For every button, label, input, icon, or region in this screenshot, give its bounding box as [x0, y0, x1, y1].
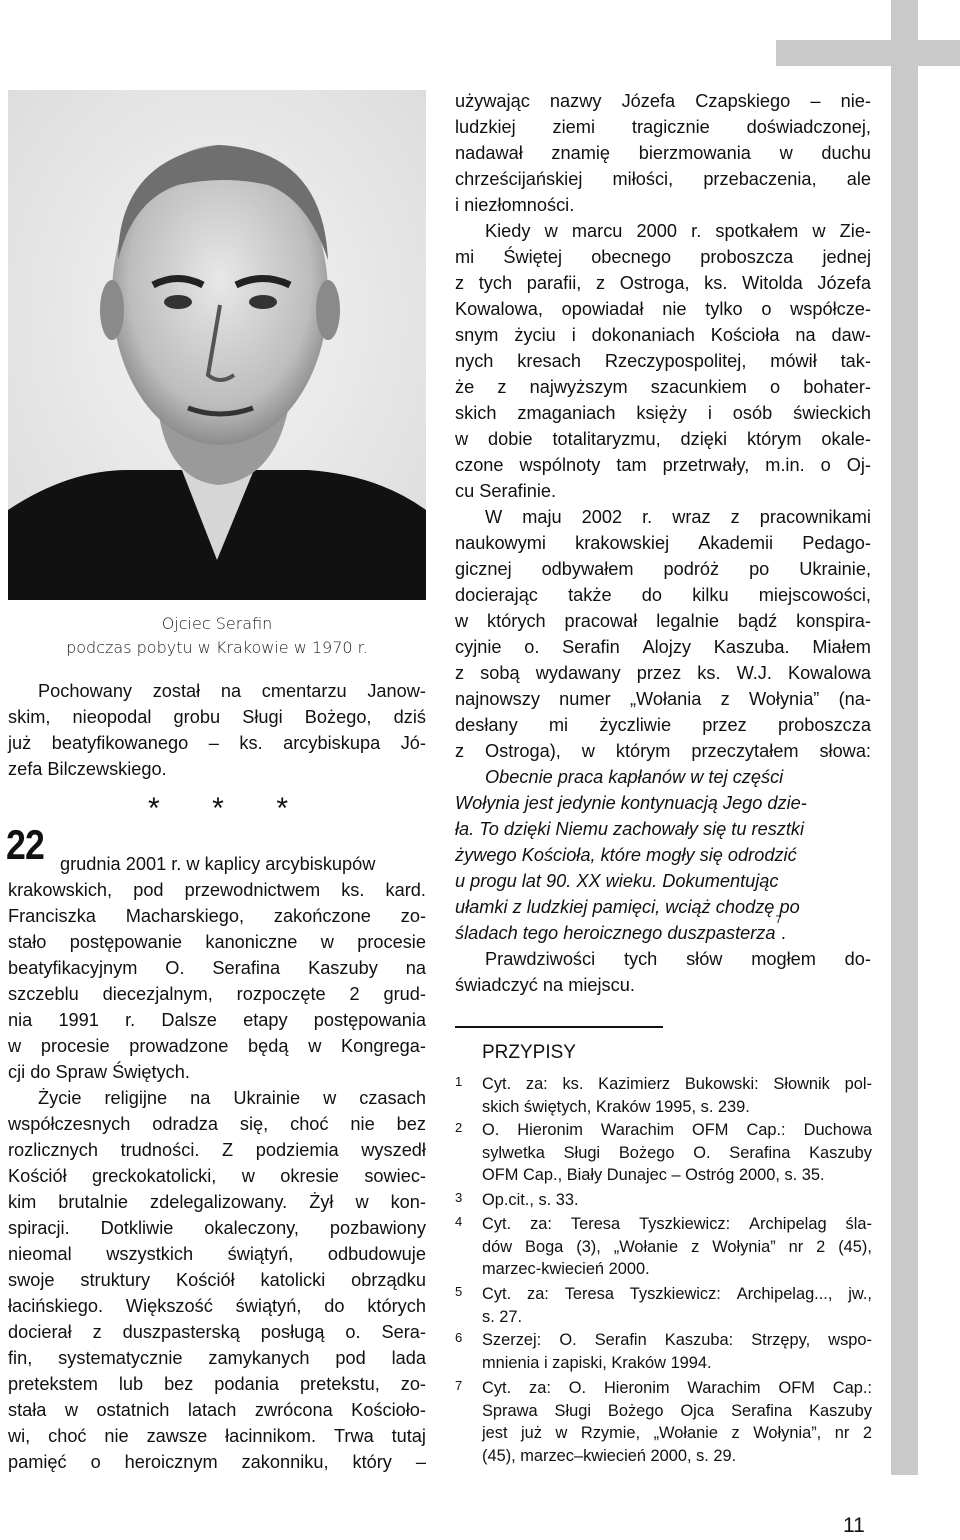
- footnote-line: jest już w Rzymie, „Wołanie z Wołynia”, nr 2: [482, 1424, 872, 1442]
- text-line: Prawdziwości tych słów mogłem do-: [485, 949, 871, 969]
- text-line: nadawał znamię bierzmowania w duchu: [455, 143, 871, 163]
- footnote-6: [482, 1329, 872, 1374]
- cross-vertical-bar: [891, 0, 918, 1475]
- cross-horizontal-bar: [776, 40, 960, 66]
- footnote-line: dów Boga (3), „Wołanie z Wołynia” nr 2 (45),: [482, 1237, 872, 1256]
- right-paragraph-2: [455, 218, 871, 504]
- right-paragraph-3: [455, 504, 871, 764]
- quote-line: śladach tego heroicznego duszpasterza 7 .: [455, 920, 871, 946]
- footnote-line: Cyt. za: ks. Kazimierz Bukowski: Słownik pol-: [482, 1075, 872, 1093]
- quote-line: Obecnie praca kapłanów w tej części: [485, 767, 784, 787]
- text-line: nieomal wszystkich świątyń, odbudowuje: [8, 1244, 426, 1264]
- text-line: z tych parafii, z Ostroga, ks. Witolda Józefa: [455, 273, 871, 293]
- text-line: stało postępowanie kanoniczne w procesie: [8, 932, 426, 952]
- footnote-number: 2: [455, 1120, 463, 1135]
- text-line: pretekstem lub bez podania pretekstu, zo-: [8, 1374, 426, 1394]
- footnote-line: (45), marzec–kwiecień 2000, s. 29.: [482, 1446, 737, 1465]
- quote-line: Wołynia jest jedynie kontynuacją Jego dzie-: [455, 793, 807, 813]
- footnote-number: 5: [455, 1284, 463, 1299]
- portrait-photo: [8, 90, 426, 600]
- text-line: docierając także do kilku miejscowości,: [455, 585, 871, 605]
- text-line: w dobie totalitaryzmu, dzięki którym okale-: [455, 429, 871, 449]
- footnote-line: Cyt. za: Teresa Tyszkiewicz: Archipelag..., jw.,: [482, 1285, 872, 1303]
- footnote-line: s. 27.: [482, 1307, 523, 1326]
- footnote-line: Szerzej: O. Serafin Kaszuba: Strzępy, wspo-: [482, 1331, 872, 1349]
- text-line: szczeblu diecezjalnym, rozpoczęte 2 grud-: [8, 984, 426, 1004]
- text-line: krakowskich, pod przewodnictwem ks. kard.: [8, 880, 426, 900]
- text-line: skim, nieopodal grobu Sługi Bożego, dziś: [8, 707, 426, 727]
- footnotes-title: PRZYPISY: [482, 1042, 576, 1063]
- text-line: W maju 2002 r. wraz z pracownikami: [485, 507, 871, 527]
- footnote-line: sylwetka Sługi Bożego O. Serafina Kaszuby: [482, 1143, 872, 1162]
- left-paragraph-1: [8, 678, 426, 782]
- footnote-4: [482, 1213, 872, 1281]
- footnote-5: [482, 1283, 872, 1328]
- text-line: mi Świętej obecnego proboszcza jednej: [455, 247, 871, 267]
- text-line: skich zmaganiach księży i osób świeckich: [455, 403, 871, 423]
- text-line: najnowszy numer „Wołania z Wołynia” (na-: [455, 689, 871, 709]
- star: *: [212, 792, 224, 825]
- footnote-line: Op.cit., s. 33.: [482, 1191, 579, 1209]
- text-line: fin, systematycznie zamykanych pod lada: [8, 1348, 426, 1368]
- footnote-number: 3: [455, 1190, 463, 1205]
- text-line: i niezłomności.: [455, 195, 575, 215]
- footnote-7: [482, 1377, 872, 1467]
- star: *: [276, 792, 288, 825]
- footnote-number: 4: [455, 1214, 463, 1229]
- footnote-line: marzec-kwiecień 2000.: [482, 1260, 650, 1278]
- text-line: świadczyć na miejscu.: [455, 975, 635, 995]
- text-line: zefa Bilczewskiego.: [8, 759, 167, 779]
- text-line: wi, choć nie zawsze łacinnikom. Trwa tutaj: [8, 1426, 426, 1446]
- caption-line: podczas pobytu w Krakowie w 1970 r.: [66, 638, 368, 657]
- text-line: Franciszka Macharskiego, zakończone zo-: [8, 906, 426, 926]
- left-paragraph-2: [8, 877, 426, 1085]
- footnote-line: O. Hieronim Warachim OFM Cap.: Duchowa: [482, 1121, 872, 1139]
- star: *: [148, 792, 160, 825]
- photo-caption: [8, 612, 426, 660]
- text-line: spiracji. Dotkliwie okaleczony, pozbawiony: [8, 1218, 426, 1238]
- text-line: Kowalowa, opowiadał nie tylko o współcze-: [455, 299, 871, 319]
- text-line: grudnia 2001 r. w kaplicy arcybiskupów: [60, 854, 376, 874]
- text-line: cu Serafinie.: [455, 481, 557, 501]
- text-line: nia 1991 r. Dalsze etapy postępowania: [8, 1010, 426, 1030]
- left-paragraph-3: [8, 1085, 426, 1475]
- page-number: 11: [843, 1514, 865, 1537]
- footnote-number: 1: [455, 1074, 463, 1089]
- text-line: chrześcijańskiej miłości, przebaczenia, ale: [455, 169, 871, 189]
- text-line: naukowymi krakowskiej Akademii Pedago-: [455, 533, 871, 553]
- footnote-rule: [455, 1026, 663, 1028]
- text-line: swoje struktury Kościół katolicki obrządku: [8, 1270, 426, 1290]
- text-line: desłany mi życzliwie przez proboszcza: [455, 715, 871, 735]
- footnote-line: Sprawa Sługi Bożego Ojca Serafina Kaszuby: [482, 1401, 872, 1420]
- footnote-number: 6: [455, 1330, 463, 1345]
- text-line: już beatyfikowanego – ks. arcybiskupa Jó-: [8, 733, 426, 753]
- footnote-number: 7: [455, 1378, 463, 1393]
- text-line: beatyfikacyjnym O. Serafina Kaszuby na: [8, 958, 426, 978]
- text-line: snym życiu i dokonaniach Kościoła na daw-: [455, 325, 871, 345]
- footnote-line: mnienia i zapiski, Kraków 1994.: [482, 1353, 712, 1372]
- right-paragraph-1: [455, 88, 871, 218]
- text-line: współczesnych odradza się, choć nie bez: [8, 1114, 426, 1134]
- text-line: z Ostroga), w którym przeczytałem słowa:: [455, 741, 871, 761]
- quote-line: żywego Kościoła, które mogły się odrodzić: [455, 845, 797, 865]
- drop-number: 22: [6, 821, 45, 868]
- quote-line: ła. To dzięki Niemu zachowały się tu resztki: [455, 819, 805, 839]
- footnote-line: Cyt. za: Teresa Tyszkiewicz: Archipelag śla-: [482, 1215, 872, 1233]
- text-line: pamięć o heroicznym zakonniku, który –: [8, 1452, 426, 1472]
- text-line: cyjnie o. Serafin Alojzy Kaszuba. Miałem: [455, 637, 871, 657]
- footnote-line: Cyt. za: O. Hieronim Warachim OFM Cap.:: [482, 1379, 872, 1397]
- right-paragraph-4: [455, 946, 871, 998]
- footnote-ref: 7: [775, 914, 782, 926]
- text-line: czone wspólnoty tam przetrwały, m.in. o Oj-: [455, 455, 871, 475]
- quote-block: [455, 764, 871, 946]
- text-line: używając nazwy Józefa Czapskiego – nie-: [455, 91, 871, 111]
- text-line: docierał z duszpasterską posługą o. Sera-: [8, 1322, 426, 1342]
- footnote-3: [482, 1189, 872, 1212]
- text-line: w procesie prowadzone będą w Kongrega-: [8, 1036, 426, 1056]
- text-line: Kościół greckokatolicki, w okresie sowiec-: [8, 1166, 426, 1186]
- text-line: ludzkiej ziemi tragicznie doświadczonej,: [455, 117, 871, 137]
- text-line: stała w ostatnich latach zwrócona Kościoło-: [8, 1400, 426, 1420]
- text-line: rozlicznych trudności. Z podziemia wyszedł: [8, 1140, 426, 1160]
- text-line: cji do Spraw Świętych.: [8, 1062, 190, 1082]
- text-line: łacińskiego. Większość świątyń, do których: [8, 1296, 426, 1316]
- text-line: że z najwyższym szacunkiem o bohater-: [455, 377, 871, 397]
- text-line: Pochowany został na cmentarzu Janow-: [38, 681, 426, 701]
- footnote-2: [482, 1119, 872, 1187]
- footnote-line: OFM Cap., Biały Dunajec – Ostróg 2000, s. 35.: [482, 1166, 825, 1184]
- footnote-1: [482, 1073, 872, 1118]
- text-line: nych kresach Rzeczypospolitej, mówił tak-: [455, 351, 871, 371]
- text-line: gicznej odbywałem podróż po Ukrainie,: [455, 559, 871, 579]
- caption-line: Ojciec Serafin: [161, 614, 273, 633]
- text-line: Życie religijne na Ukrainie w czasach: [38, 1088, 426, 1108]
- text-line: kim brutalnie zdelegalizowany. Żył w kon-: [8, 1192, 426, 1212]
- section-divider-stars: [148, 794, 288, 824]
- text-line: z sobą wydawany przez ks. W.J. Kowalowa: [455, 663, 871, 683]
- quote-line: u progu lat 90. XX wieku. Dokumentując: [455, 871, 779, 891]
- footnote-line: skich świętych, Kraków 1995, s. 239.: [482, 1097, 750, 1116]
- text-line: Kiedy w marcu 2000 r. spotkałem w Zie-: [485, 221, 871, 241]
- text-line: w których pracował legalnie bądź konspira-: [455, 611, 871, 631]
- quote-line: ułamki z ludzkiej pamięci, wciąż chodzę po: [455, 897, 800, 917]
